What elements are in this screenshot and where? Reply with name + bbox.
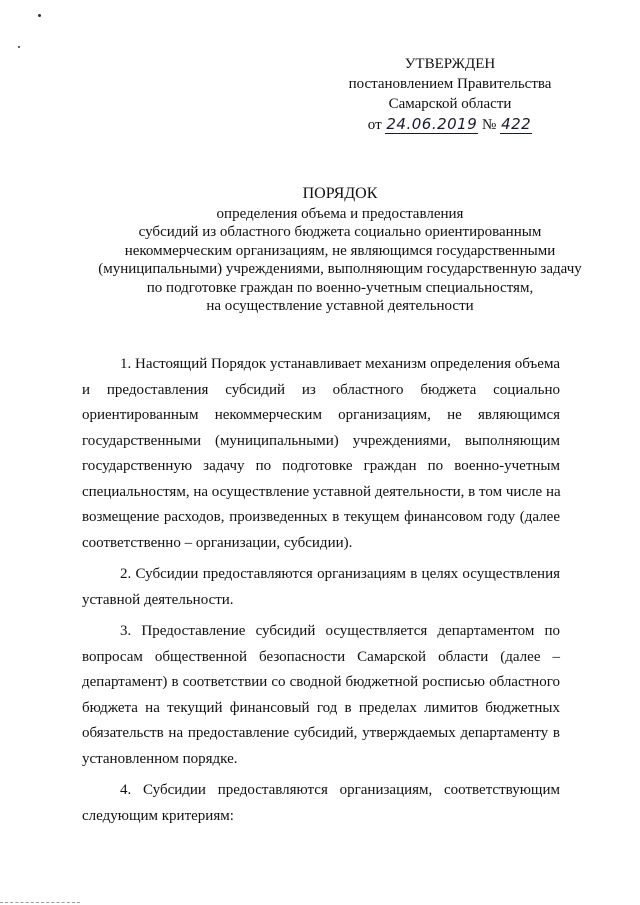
paragraph-line: департамент) в соответствии со сводной бюджетной росписью областного	[82, 674, 560, 690]
approval-from-prefix: от	[367, 117, 382, 133]
paragraph-line: обязательств на предоставление субсидий, утверждаемых департаменту в	[82, 725, 560, 741]
paragraph-3	[82, 619, 560, 772]
title-line: по подготовке граждан по военно-учетным специальностям,	[146, 279, 534, 296]
handwritten-date: 24.06.2019	[386, 115, 478, 133]
handwritten-number: 422	[501, 115, 532, 133]
title-heading: ПОРЯДОК	[302, 185, 378, 202]
scan-edge-mark	[0, 900, 80, 903]
paragraph-line: 1. Настоящий Порядок устанавливает механизм определения объема	[120, 356, 560, 372]
document-body	[82, 352, 560, 835]
paragraph-line: уставной деятельности.	[82, 591, 234, 608]
paragraph-line: установленном порядке.	[82, 750, 238, 767]
document-title	[60, 185, 620, 316]
title-line: некоммерческим организациям, не являющимся государственными	[124, 242, 556, 259]
title-line: определения объема и предоставления	[216, 205, 464, 222]
paragraph-line: государственными (муниципальными) учреждениями, выполняющим	[82, 432, 560, 449]
scan-speck	[38, 14, 41, 17]
title-line: на осуществление уставной деятельности	[206, 298, 474, 314]
approval-region: Самарской области	[388, 96, 512, 112]
approval-block	[330, 54, 570, 135]
paragraph-2	[82, 562, 560, 613]
title-line: (муниципальными) учреждениями, выполняющим государственную задачу	[98, 261, 582, 277]
title-line: субсидий из областного бюджета социально ориентированным	[138, 224, 542, 240]
paragraph-4	[82, 778, 560, 829]
approval-number-prefix: №	[482, 117, 497, 133]
paragraph-line: 3. Предоставление субсидий осуществляется департаментом по	[120, 623, 560, 639]
paragraph-line: государственную задачу по подготовке граждан по военно-учетным	[82, 458, 560, 474]
paragraph-line: вопросам общественной безопасности Самарской области (далее –	[82, 648, 560, 665]
paragraph-line: 2. Субсидии предоставляются организациям в целях осуществления	[120, 566, 560, 582]
paragraph-line: 4. Субсидии предоставляются организациям, соответствующим	[120, 782, 560, 798]
paragraph-line: и предоставления субсидий из областного бюджета социально	[82, 381, 560, 398]
paragraph-line: специальностям, на осуществление уставной деятельности, в том числе на	[82, 483, 561, 500]
scan-speck	[18, 46, 20, 48]
paragraph-line: соответственно – организации, субсидии).	[82, 534, 353, 551]
paragraph-line: ориентированным некоммерческим организациям, не являющимся	[82, 407, 560, 423]
paragraph-line: следующим критериям:	[82, 807, 234, 824]
paragraph-line: возмещение расходов, произведенных в текущем финансовом году (далее	[82, 509, 560, 525]
paragraph-line: бюджета на текущий финансовый год в пределах лимитов бюджетных	[82, 699, 560, 716]
approval-heading: УТВЕРЖДЕН	[404, 56, 496, 72]
approval-date-line	[330, 114, 570, 135]
paragraph-1	[82, 352, 560, 556]
approval-decree: постановлением Правительства	[348, 76, 552, 92]
